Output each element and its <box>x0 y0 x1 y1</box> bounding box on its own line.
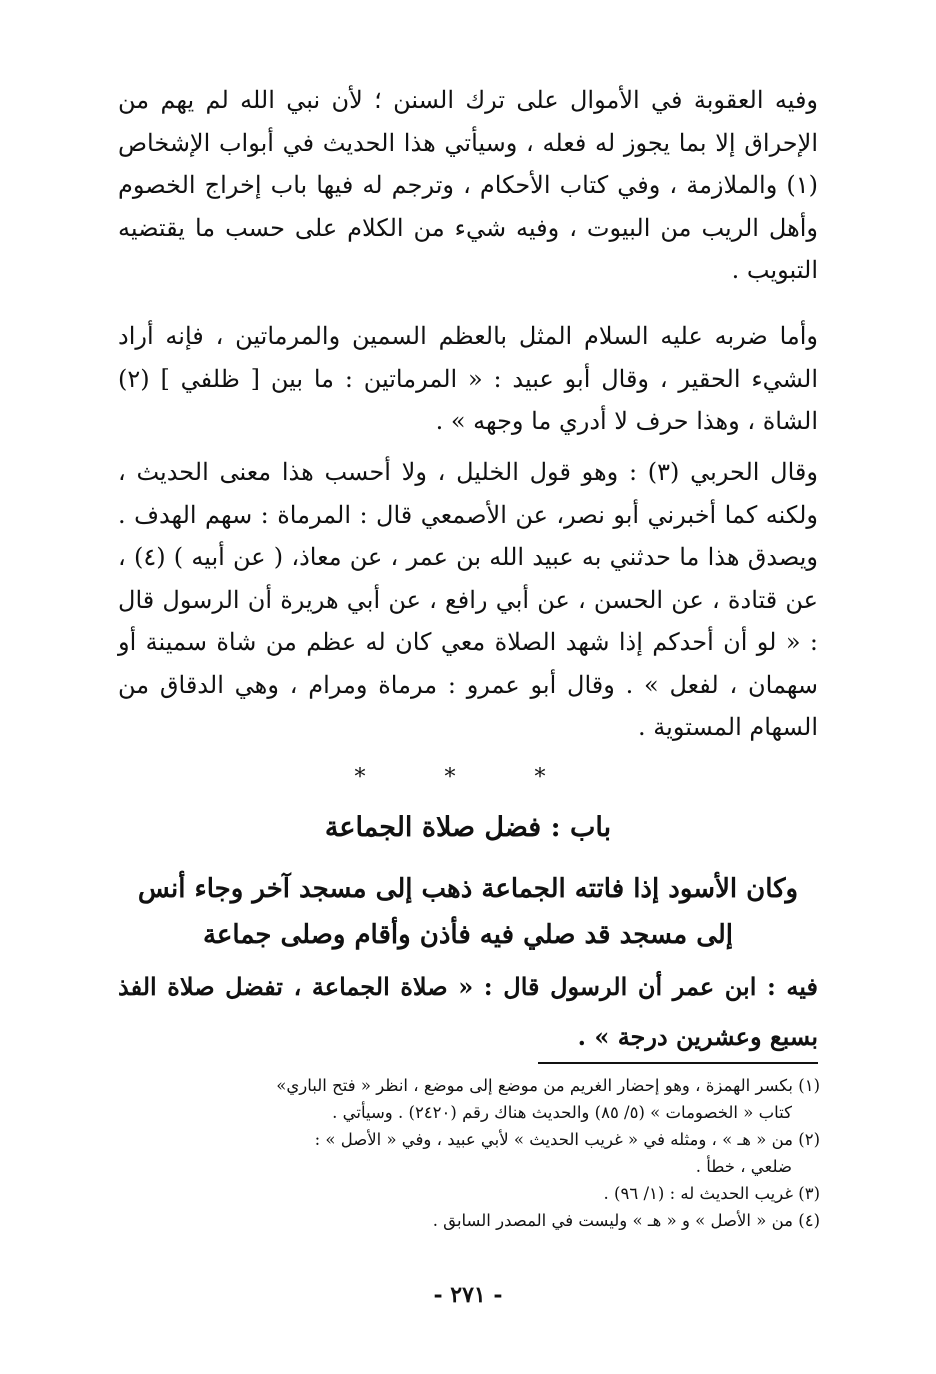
page-number: - ٢٧١ - <box>433 1282 503 1308</box>
paragraph-text: وأما ضربه عليه السلام المثل بالعظم السمين والمرماتين ، فإنه أراد الشيء الحقير ، وقال أبو عبيد : « المرماتين : ما بين [ ظلفي ] (٢) الشاة ، وهذا حرف لا أدري ما وجهه » . <box>118 322 818 435</box>
paragraph-2 <box>118 315 818 443</box>
chapter-hadith: فيه : ابن عمر أن الرسول قال : « صلاة الجماعة ، تفضل صلاة الفذ بسبع وعشرين درجة » . <box>118 972 818 1051</box>
paragraph-text: وقال الحربي (٣) : وهو قول الخليل ، ولا أحسب هذا معنى الحديث ، ولكنه كما أخبرني أبو نصر، عن الأصمعي قال : المرماة : سهم الهدف . ويصدق هذا ما حدثني به عبيد الله بن عمر ، عن معاذ، ( عن أبيه ) (٤) ، عن قتادة ، عن الحسن ، عن أبي رافع ، عن أبي هريرة أن الرسول قال : « لو أن أحدكم إذا شهد الصلاة معي كان له عظم من شاة سمينة أو سهمان ، لفعل » . وقال أبو عمرو : مرماة ومرام ، وهي الدقاق من السهام المستوية . <box>118 458 819 741</box>
footnote-text: غريب الحديث له : (١/ ٩٦) . <box>603 1184 793 1203</box>
footnotes <box>110 1072 820 1234</box>
footnote-continuation: ضلعي ، خطأ . <box>695 1157 792 1176</box>
paragraph-1 <box>118 79 818 292</box>
footnote-text: من « الأصل » و « هـ » وليست في المصدر السابق . <box>432 1211 793 1230</box>
footnote-continuation: كتاب « الخصومات » (٥/ ٨٥) والحديث هناك رقم (٢٤٢٠) . وسيأتي . <box>332 1103 792 1122</box>
footnote-4 <box>110 1207 820 1234</box>
footnote-number: (١) <box>798 1076 820 1095</box>
footnote-1 <box>110 1072 820 1126</box>
paragraph-text: وفيه العقوبة في الأموال على ترك السنن ؛ لأن نبي الله لم يهم من الإحراق إلا بما يجوز له فعله ، وسيأتي هذا الحديث في أبواب الإشخاص (١) والملازمة ، وفي كتاب الأحكام ، وترجم له فيها باب إخراج الخصوم وأهل الريب من البيوت ، وفيه شيء من الكلام على حسب ما يقتضيه التبويب . <box>118 86 818 284</box>
chapter-title: باب : فضل صلاة الجماعة <box>324 812 612 843</box>
section-separator: * * * <box>354 765 582 790</box>
footnote-3 <box>110 1180 820 1207</box>
footnote-number: (٤) <box>798 1211 820 1230</box>
footnote-2 <box>110 1126 820 1180</box>
paragraph-3 <box>118 451 818 749</box>
footnote-divider <box>538 1062 818 1064</box>
footnote-text: من « هـ » ، ومثله في « غريب الحديث » لأبي عبيد ، وفي « الأصل » : <box>314 1130 793 1149</box>
chapter-subtitle: وكان الأسود إذا فاتته الجماعة ذهب إلى مسجد آخر وجاء أنس إلى مسجد قد صلي فيه فأذن وأقام وصلى جماعة <box>137 874 799 950</box>
footnote-number: (٢) <box>798 1130 820 1149</box>
footnote-text: بكسر الهمزة ، وهو إحضار الغريم من موضع إلى موضع ، انظر « فتح الباري» <box>276 1076 793 1095</box>
footnote-number: (٣) <box>798 1184 820 1203</box>
